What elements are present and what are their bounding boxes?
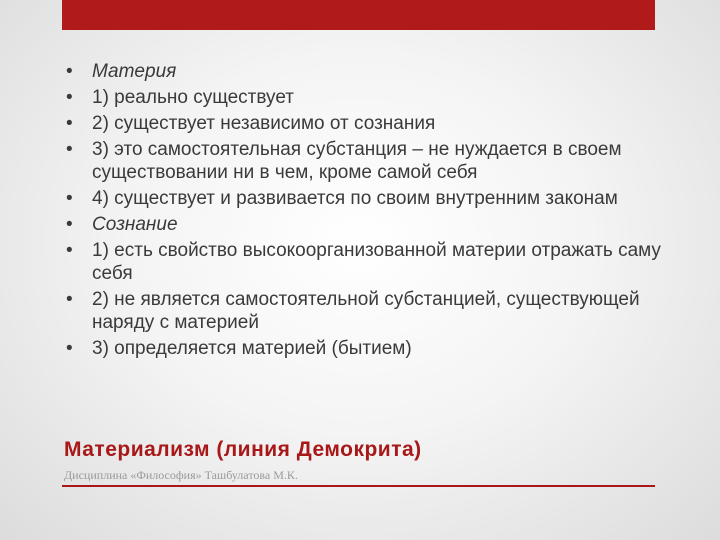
bullet-text: 2) не является самостоятельной субстанцией, существующей наряду с материей <box>92 289 640 333</box>
bullet-icon: • <box>66 61 73 82</box>
bullet-icon: • <box>66 240 73 261</box>
bullet-text: 4) существует и развивается по своим внутренним законам <box>92 188 618 209</box>
bullet-icon: • <box>66 139 73 160</box>
bullet-icon: • <box>66 188 73 209</box>
bullet-item <box>62 213 662 236</box>
bullet-item <box>62 112 662 135</box>
bullet-item <box>62 86 662 109</box>
bullet-icon: • <box>66 289 73 310</box>
bullet-text: 3) это самостоятельная субстанция – не нуждается в своем существовании ни в чем, кроме самой себя <box>92 139 622 183</box>
bullet-item <box>62 60 662 83</box>
bullet-item <box>62 337 662 360</box>
bullet-icon: • <box>66 214 73 235</box>
bullet-list <box>62 60 662 363</box>
bullet-text: 1) есть свойство высокоорганизованной материи отражать саму себя <box>92 240 661 284</box>
top-accent-bar <box>62 0 655 30</box>
bullet-icon: • <box>66 338 73 359</box>
bullet-text: 2) существует независимо от сознания <box>92 113 436 134</box>
bullet-text: 3) определяется материей (бытием) <box>92 338 412 359</box>
bullet-text: Материя <box>92 61 177 82</box>
slide-title: Материализм (линия Демокрита) <box>64 438 422 461</box>
bullet-icon: • <box>66 87 73 108</box>
bullet-item <box>62 138 662 184</box>
bullet-text: Сознание <box>92 214 178 235</box>
footer-text: Дисциплина «Философия» Ташбулатова М.К. <box>64 468 298 482</box>
bullet-item <box>62 288 662 334</box>
bullet-item <box>62 187 662 210</box>
bottom-rule <box>62 485 655 487</box>
bullet-item <box>62 239 662 285</box>
bullet-icon: • <box>66 113 73 134</box>
bullet-text: 1) реально существует <box>92 87 294 108</box>
